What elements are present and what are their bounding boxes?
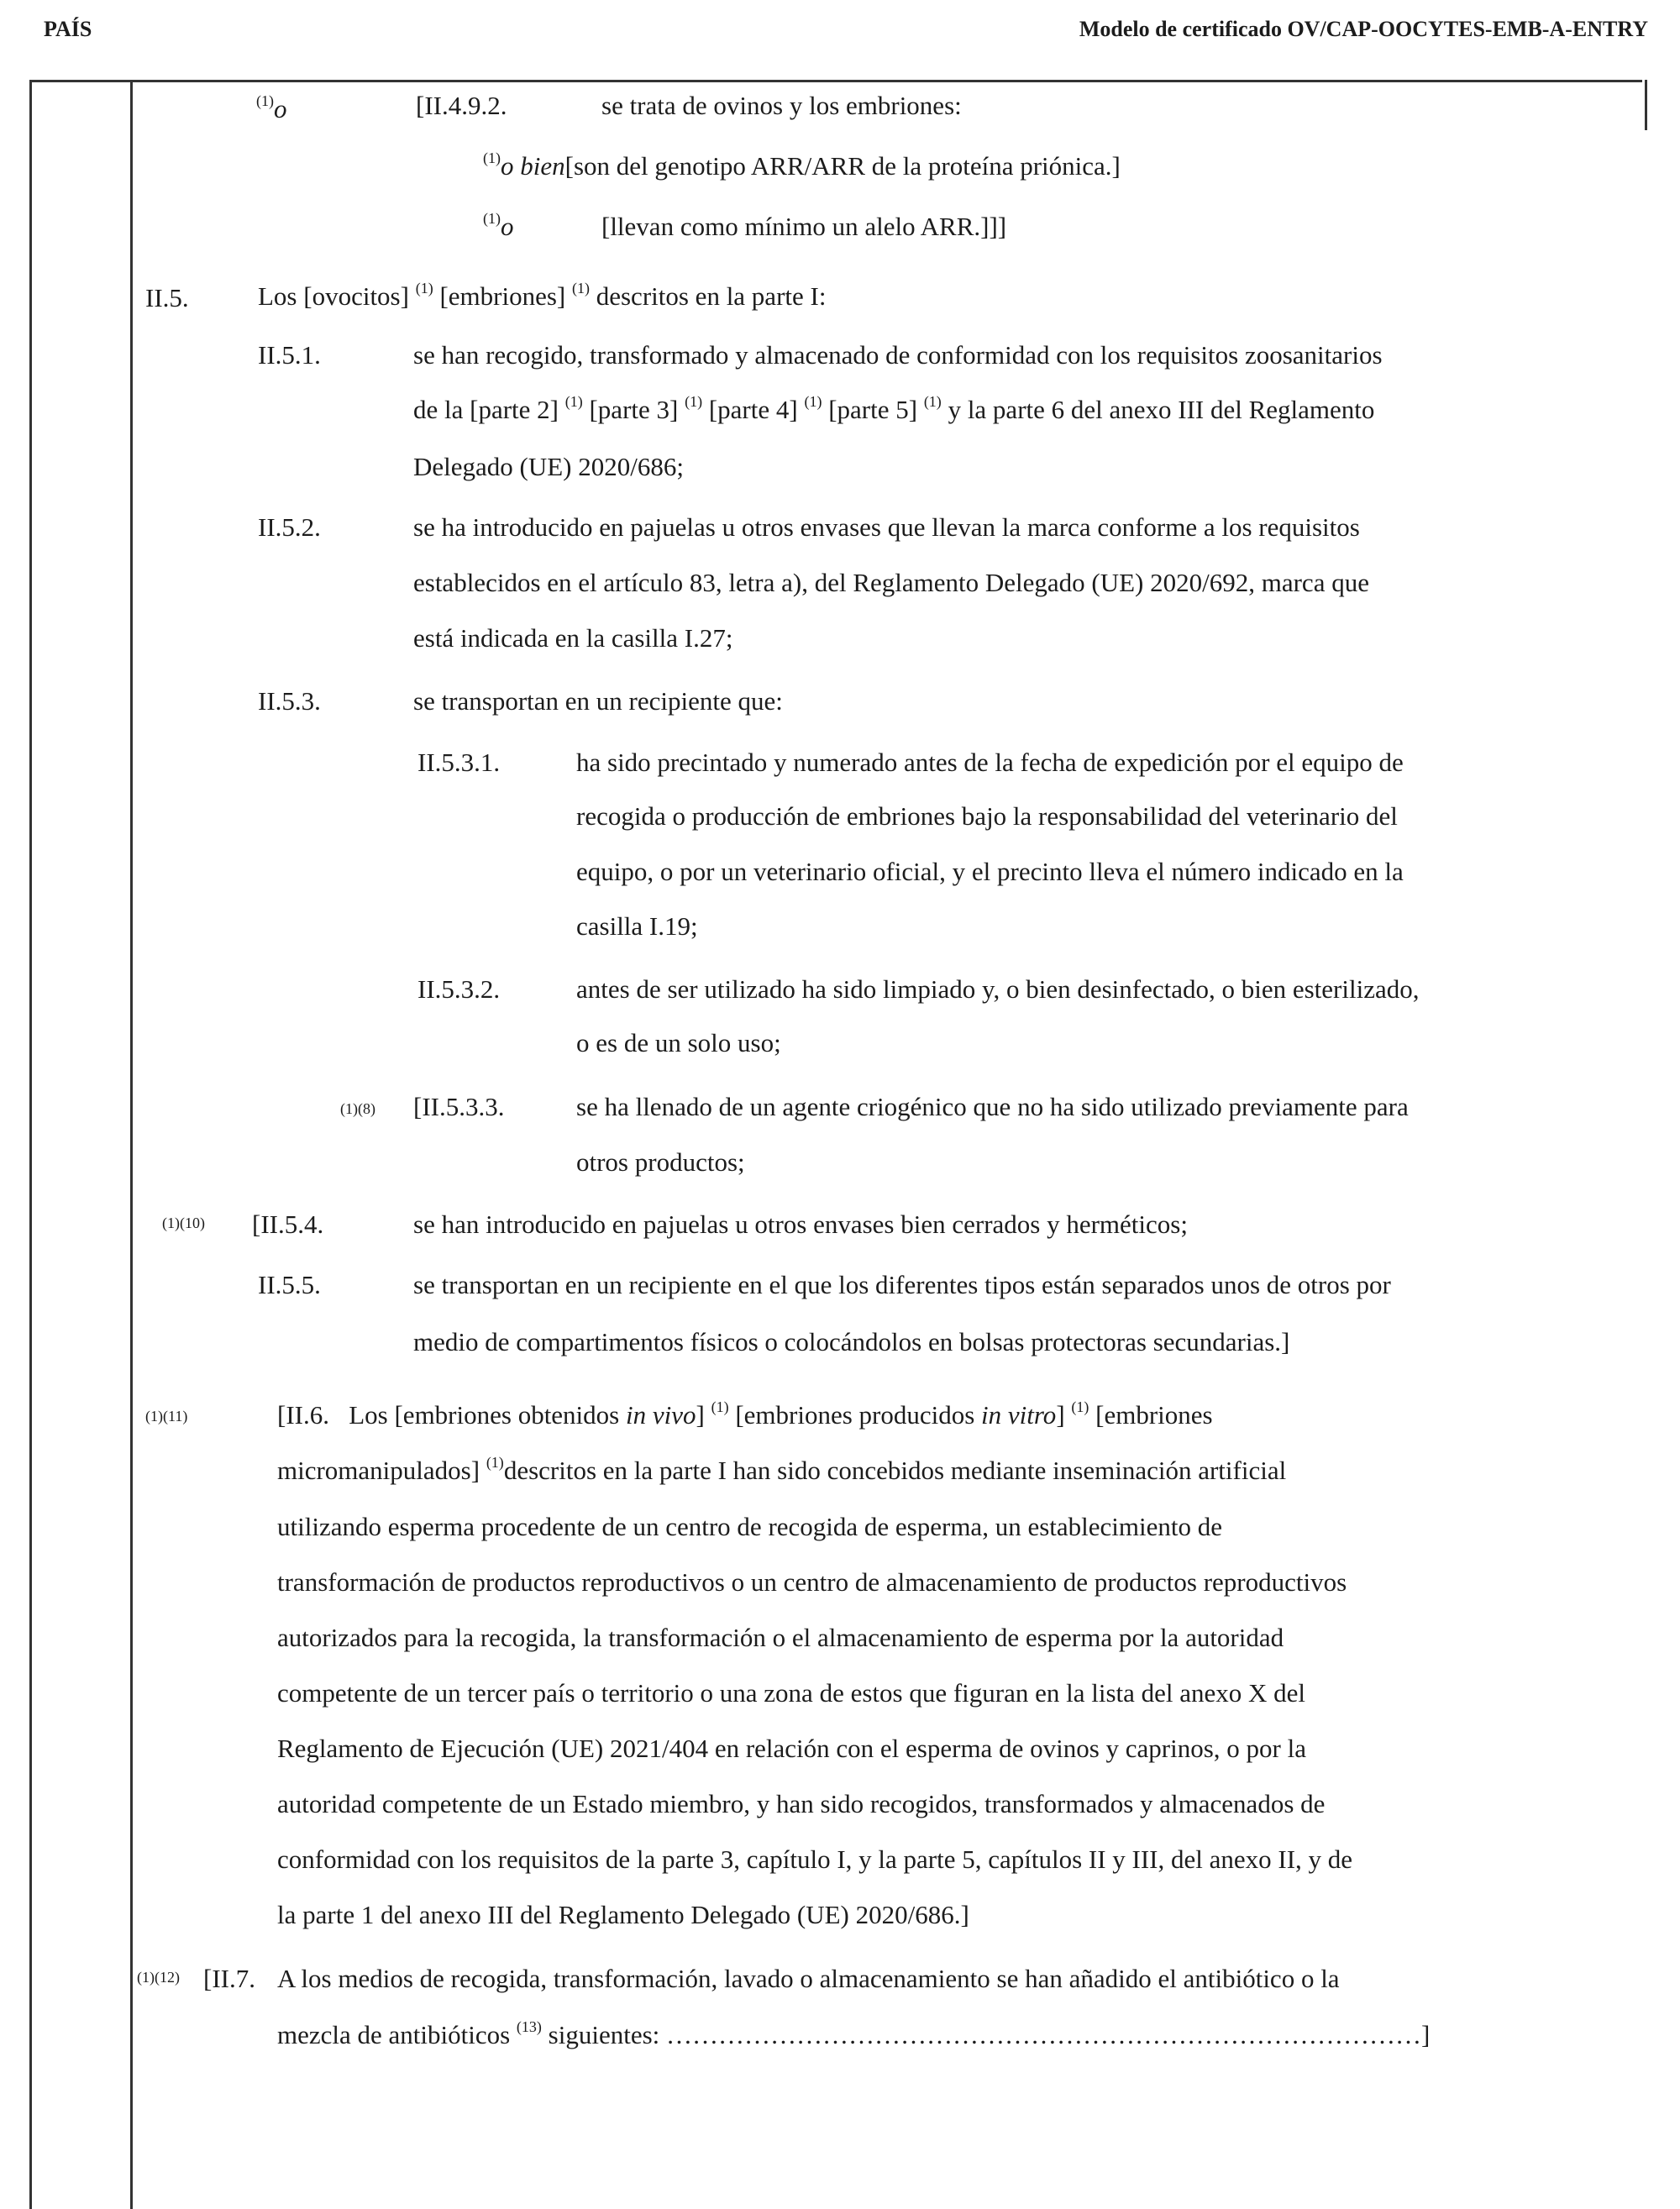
clause-number-ii-5-3-1: II.5.3.1.	[417, 748, 501, 777]
clause-line: equipo, o por un veterinario oficial, y el precinto lleva el número indicado en la	[576, 857, 1404, 886]
clause-line: antes de ser utilizado ha sido limpiado y, o bien desinfectado, o bien esterilizado,	[576, 974, 1420, 1004]
clause-number-ii-5-5: II.5.5.	[258, 1270, 321, 1299]
clause-line: conformidad con los requisitos de la parte 3, capítulo I, y la parte 5, capítulos II y III, del anexo II, y de	[277, 1844, 1353, 1874]
clause-line: otros productos;	[576, 1147, 745, 1177]
clause-number-ii-5: II.5.	[145, 283, 189, 312]
footnote-marker: (1)(10)	[162, 1215, 205, 1231]
clause-line: competente de un tercer país o territorio o una zona de estos que figuran en la lista del anexo X del	[277, 1678, 1306, 1708]
clause-line: mezcla de antibióticos $^{(13)}$ siguientes: ……………………………………………………………………………]	[277, 2018, 1431, 2049]
clause-number-ii-5-1: II.5.1.	[258, 340, 321, 370]
clause-line: recogida o producción de embriones bajo la responsabilidad del veterinario del	[576, 801, 1398, 831]
clause-line: autorizados para la recogida, la transformación o el almacenamiento de esperma por la autoridad	[277, 1623, 1284, 1652]
clause-line: establecidos en el artículo 83, letra a), del Reglamento Delegado (UE) 2020/692, marca que	[413, 568, 1369, 597]
footnote-marker: (1)(12)	[137, 1969, 180, 1986]
option-line: $^{(1)}$o	[483, 210, 514, 241]
clause-line: se han introducido en pajuelas u otros envases bien cerrados y herméticos;	[413, 1209, 1188, 1239]
table-left-border	[29, 80, 32, 2209]
clause-line: la parte 1 del anexo III del Reglamento Delegado (UE) 2020/686.]	[277, 1900, 969, 1929]
table-right-border	[1645, 80, 1647, 130]
footnote-marker: $^{(1)}$o	[256, 92, 287, 123]
clause-line: transformación de productos reproductivos o un centro de almacenamiento de productos reproductivos	[277, 1567, 1347, 1597]
clause-text: Los [ovocitos] $^{(1)}$ [embriones] $^{(1)}$ descritos en la parte I:	[258, 280, 827, 311]
clause-number-ii-4-9-2: [II.4.9.2.	[416, 91, 507, 120]
clause-number-ii-5-4: [II.5.4.	[252, 1209, 324, 1239]
table-column-divider	[130, 80, 133, 2209]
clause-line: se transportan en un recipiente que:	[413, 686, 783, 716]
clause-number-ii-5-3-3: [II.5.3.3.	[413, 1092, 505, 1121]
footnote-marker: (1)(8)	[340, 1100, 375, 1117]
clause-line: micromanipulados] $^{(1)}$descritos en la parte I han sido concebidos mediante inseminación artificial	[277, 1454, 1287, 1485]
clause-line: se ha introducido en pajuelas u otros envases que llevan la marca conforme a los requisitos	[413, 512, 1360, 542]
certificate-model-header: Modelo de certificado OV/CAP-OOCYTES-EMB-A-ENTRY	[1079, 17, 1648, 41]
clause-line: casilla I.19;	[576, 911, 698, 941]
clause-line: medio de compartimentos físicos o colocándolos en bolsas protectoras secundarias.]	[413, 1327, 1290, 1356]
clause-line: se han recogido, transformado y almacenado de conformidad con los requisitos zoosanitarios	[413, 340, 1383, 370]
clause-text: se trata de ovinos y los embriones:	[601, 91, 962, 120]
clause-number-ii-7: [II.7.	[203, 1964, 255, 1993]
clause-line: ha sido precintado y numerado antes de la fecha de expedición por el equipo de	[576, 748, 1404, 777]
clause-line: A los medios de recogida, transformación, lavado o almacenamiento se han añadido el antibiótico o la	[277, 1964, 1340, 1993]
clause-line: está indicada en la casilla I.27;	[413, 623, 733, 653]
clause-line: autoridad competente de un Estado miembro, y han sido recogidos, transformados y almacenados de	[277, 1789, 1326, 1818]
clause-line: [II.6. Los [embriones obtenidos in vivo] $^{(1)}$ [embriones producidos in vitro] $^{(1)}$ [embriones	[277, 1398, 1213, 1430]
table-top-rule	[29, 80, 1642, 82]
footnote-marker: (1)(11)	[145, 1408, 188, 1425]
option-text: [llevan como mínimo un alelo ARR.]]]	[601, 212, 1007, 241]
option-line: $^{(1)}$o bien[son del genotipo ARR/ARR de la proteína priónica.]	[483, 150, 1121, 181]
clause-number-ii-5-3: II.5.3.	[258, 686, 321, 716]
clause-line: utilizando esperma procedente de un centro de recogida de esperma, un establecimiento de	[277, 1512, 1222, 1541]
clause-number-ii-6: [II.6.	[277, 1400, 329, 1430]
clause-line: o es de un solo uso;	[576, 1028, 781, 1057]
fill-in-dotted-line: ……………………………………………………………………………	[666, 2020, 1422, 2049]
clause-line: de la [parte 2] $^{(1)}$ [parte 3] $^{(1)}$ [parte 4] $^{(1)}$ [parte 5] $^{(1)}$ y la parte 6 del anexo III del Reglamento	[413, 393, 1375, 424]
clause-number-ii-5-3-2: II.5.3.2.	[417, 974, 501, 1004]
clause-line: se transportan en un recipiente en el que los diferentes tipos están separados unos de otros por	[413, 1270, 1391, 1299]
clause-line: Delegado (UE) 2020/686;	[413, 452, 684, 481]
clause-number-ii-5-2: II.5.2.	[258, 512, 321, 542]
clause-line: Reglamento de Ejecución (UE) 2021/404 en relación con el esperma de ovinos y caprinos, o por la	[277, 1734, 1306, 1763]
country-header: PAÍS	[44, 17, 92, 41]
clause-line: se ha llenado de un agente criogénico que no ha sido utilizado previamente para	[576, 1092, 1409, 1121]
